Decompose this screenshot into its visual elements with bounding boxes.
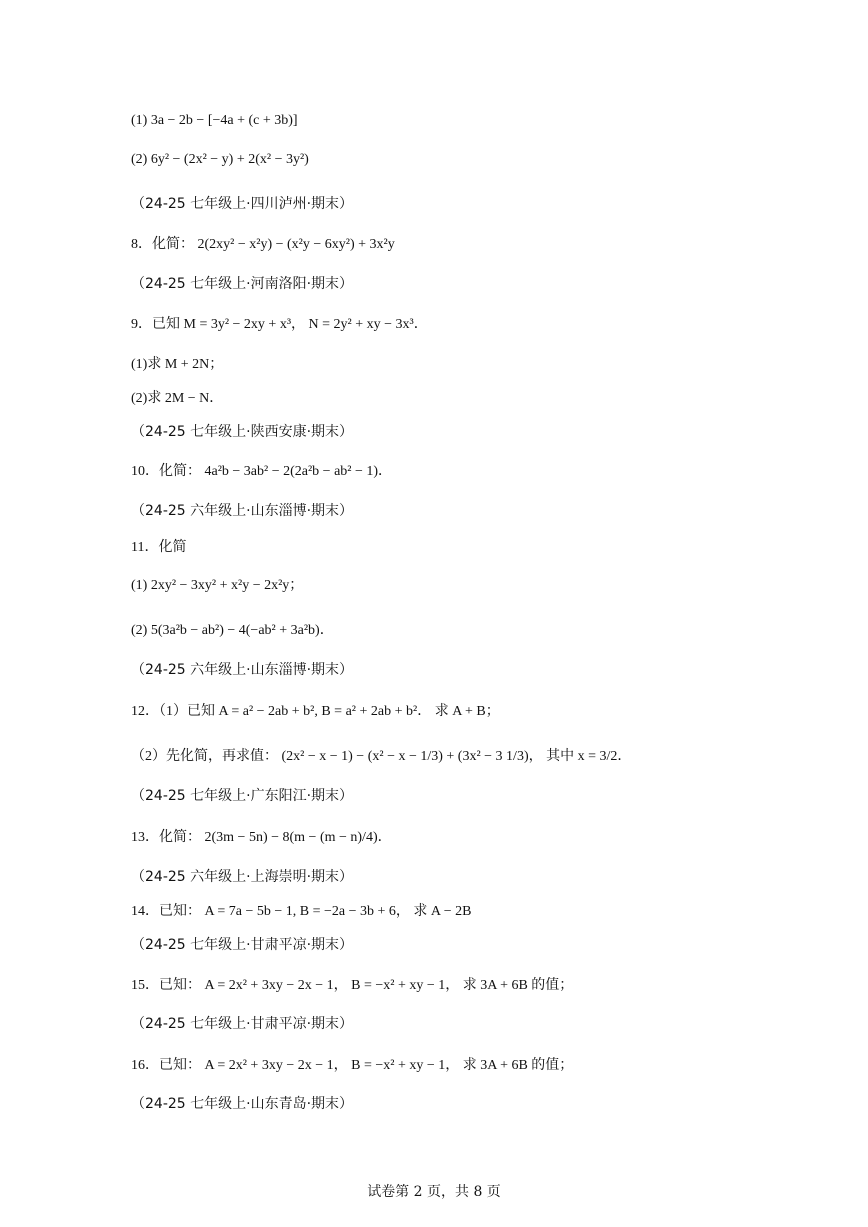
problem-10-source: （24-25 六年级上·山东淄博·期末） [131, 503, 354, 519]
problem-13-source: （24-25 六年级上·上海崇明·期末） [131, 869, 354, 885]
problem-16-source: （24-25 七年级上·山东青岛·期末） [131, 1096, 354, 1112]
problem-7-part-2: (2) 6y² − (2x² − y) + 2(x² − 3y²) [131, 152, 309, 167]
problem-9-source: （24-25 七年级上·陕西安康·期末） [131, 424, 354, 440]
problem-12-part-1: 12．（1）已知 A = a² − 2ab + b², B = a² + 2ab + b²． 求 A + B； [131, 704, 500, 719]
page-footer: 试卷第 2 页，共 8 页 [367, 1184, 501, 1200]
problem-11: 11．化简 [131, 540, 187, 555]
problem-9-part-2: (2)求 2M − N． [131, 391, 224, 406]
problem-13: 13．化简： 2(3m − 5n) − 8(m − (m − n)/4)． [131, 830, 392, 845]
problem-7-part-1: (1) 3a − 2b − [−4a + (c + 3b)] [131, 113, 298, 128]
problem-8-source: （24-25 七年级上·河南洛阳·期末） [131, 276, 354, 292]
problem-11-part-1: (1) 2xy² − 3xy² + x²y − 2x²y； [131, 578, 304, 593]
problem-12-source: （24-25 七年级上·广东阳江·期末） [131, 788, 354, 804]
problem-15: 15．已知： A = 2x² + 3xy − 2x − 1， B = −x² + xy − 1， 求 3A + 6B 的值； [131, 978, 574, 993]
problem-9-part-1: (1)求 M + 2N； [131, 357, 224, 372]
problem-11-source: （24-25 六年级上·山东淄博·期末） [131, 662, 354, 678]
problem-14-source: （24-25 七年级上·甘肃平凉·期末） [131, 937, 354, 953]
problem-16: 16．已知： A = 2x² + 3xy − 2x − 1， B = −x² + xy − 1， 求 3A + 6B 的值； [131, 1058, 574, 1073]
problem-9: 9．已知 M = 3y² − 2xy + x³， N = 2y² + xy − 3x³． [131, 317, 428, 332]
problem-11-part-2: (2) 5(3a²b − ab²) − 4(−ab² + 3a²b)． [131, 623, 334, 638]
problem-14: 14．已知： A = 7a − 5b − 1, B = −2a − 3b + 6， 求 A − 2B [131, 904, 472, 919]
problem-12-part-2: （2）先化简，再求值： (2x² − x − 1) − (x² − x − 1/3) + (3x² − 3 1/3)， 其中 x = 3/2． [131, 749, 632, 764]
problem-10: 10．化简： 4a²b − 3ab² − 2(2a²b − ab² − 1)． [131, 464, 393, 479]
problem-15-source: （24-25 七年级上·甘肃平凉·期末） [131, 1016, 354, 1032]
problem-8: 8．化简： 2(2xy² − x²y) − (x²y − 6xy²) + 3x²y [131, 237, 395, 252]
problem-7-source: （24-25 七年级上·四川泸州·期末） [131, 196, 354, 212]
